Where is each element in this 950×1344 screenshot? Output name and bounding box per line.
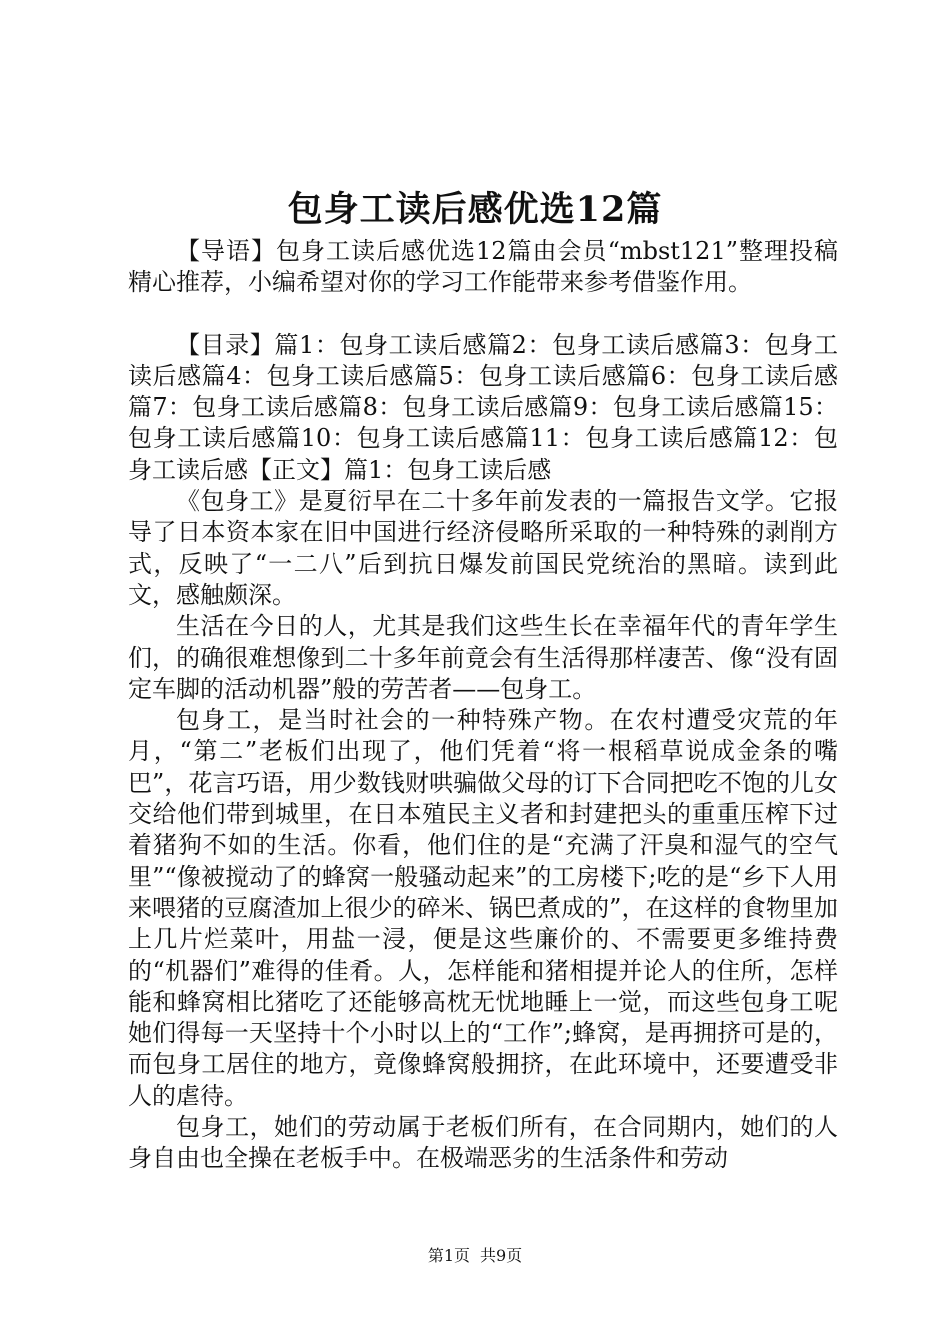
page-footer bbox=[0, 1245, 950, 1267]
page-number: 第1页 bbox=[427, 1246, 470, 1265]
body-paragraph: 生活在今日的人，尤其是我们这些生长在幸福年代的青年学生们，的确很难想像到二十多年前竟会有生活得那样凄苦、像“没有固定车脚的活动机器”般的劳苦者——包身工。 bbox=[128, 612, 838, 703]
body-paragraph: 《包身工》是夏衍早在二十多年前发表的一篇报告文学。它报导了日本资本家在旧中国进行经济侵略所采取的一种特殊的剥削方式，反映了“一二八”后到抗日爆发前国民党统治的黑暗。读到此文，感触颇深。 bbox=[128, 487, 838, 609]
intro-paragraph: 【导语】包身工读后感优选12篇由会员“mbst121”整理投稿精心推荐，小编希望对你的学习工作能带来参考借鉴作用。 bbox=[128, 237, 838, 297]
document-title: 包身工读后感优选12篇 bbox=[287, 189, 663, 230]
document-body bbox=[128, 236, 838, 1175]
body-paragraph: 包身工，她们的劳动属于老板们所有，在合同期内，她们的人身自由也全操在老板手中。在极端恶劣的生活条件和劳动 bbox=[128, 1113, 838, 1173]
body-paragraph: 包身工，是当时社会的一种特殊产物。在农村遭受灾荒的年月，“第二”老板们出现了，他们凭着“将一根稻草说成金条的嘴巴”，花言巧语，用少数钱财哄骗做父母的订下合同把吃不饱的儿女交给他们带到城里，在日本殖民主义者和封建把头的重重压榨下过着猪狗不如的生活。你看，他们住的是“充满了汗臭和湿气的空气里”“像被搅动了的蜂窝一般骚动起来”的工房楼下;吃的是“乡下人用来喂猪的豆腐渣加上很少的碎米、锅巴煮成的”，在这样的食物里加上几片烂菜叶，用盐一浸，便是这些廉价的、不需要更多维持费的“机器们”难得的佳肴。人，怎样能和猪相提并论人的住所，怎样能和蜂窝相比猪吃了还能够高枕无忧地睡上一觉，而这些包身工呢她们得每一天坚持十个小时以上的“工作”;蜂窝，是再拥挤可是的，而包身工居住的地方，竟像蜂窝般拥挤，在此环境中，还要遭受非人的虐待。 bbox=[128, 706, 838, 1110]
page-total: 共9页 bbox=[480, 1246, 523, 1265]
toc-paragraph: 【目录】篇1：包身工读后感篇2：包身工读后感篇3：包身工读后感篇4：包身工读后感篇5：包身工读后感篇6：包身工读后感篇7：包身工读后感篇8：包身工读后感篇9：包身工读后感篇15：包身工读后感篇10：包身工读后感篇11：包身工读后感篇12：包身工读后感【正文】篇1：包身工读后感 bbox=[128, 330, 838, 484]
